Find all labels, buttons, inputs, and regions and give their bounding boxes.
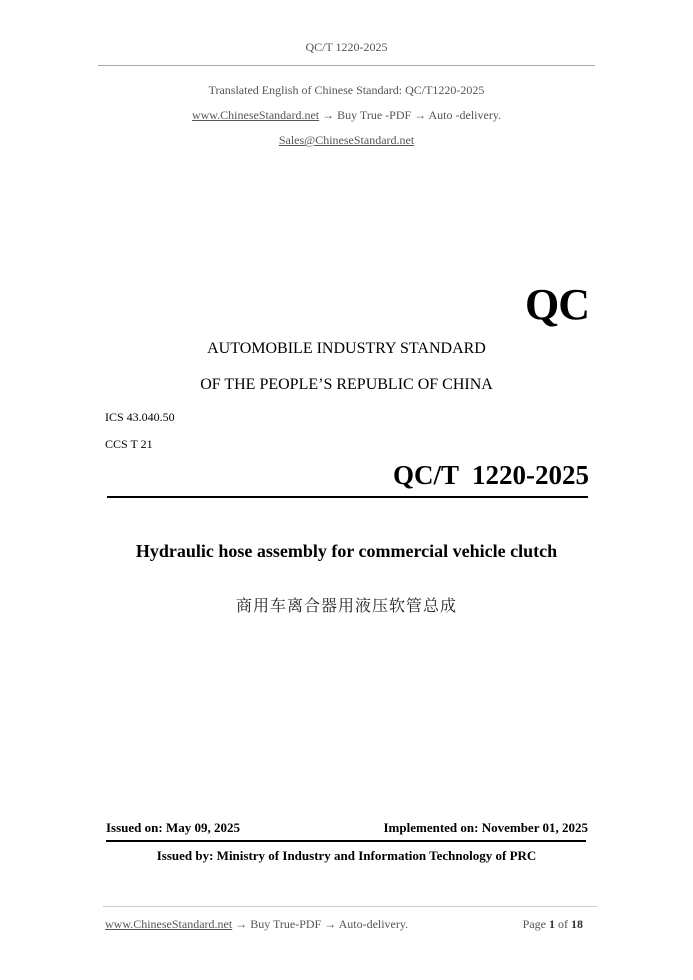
promo-line-translated: Translated English of Chinese Standard: QC/T1220-2025 [208,83,485,97]
standard-number-divider [107,496,588,498]
footer-promo-text: → Buy True-PDF → Auto-delivery. [232,917,409,931]
promo-buy-text: → Buy True -PDF → Auto -delivery. [319,108,502,122]
qc-logo: QC [525,280,589,329]
ccs-code: CCS T 21 [105,437,153,451]
title-english: Hydraulic hose assembly for commercial vehicle clutch [135,541,558,561]
footer-divider [103,906,597,907]
issued-on-date: Issued on: May 09, 2025 [106,820,240,835]
promo-line-buy [0,108,693,123]
footer-chinese-standard-link[interactable]: www.ChineseStandard.net [105,917,233,931]
title-chinese: 商用车离合器用液压软管总成 [235,596,457,615]
dates-divider [106,840,586,842]
page-current: 1 [549,917,555,931]
page-total: 18 [571,917,583,931]
chinese-standard-link[interactable]: www.ChineseStandard.net [191,108,320,122]
header-divider [98,65,595,66]
ics-code: ICS 43.040.50 [105,410,175,424]
footer-promo [105,917,408,932]
standard-number [393,460,589,491]
issued-by: Issued by: Ministry of Industry and Information Technology of PRC [156,848,537,863]
promo-line-email [0,133,693,148]
standard-heading-line1: AUTOMOBILE INDUSTRY STANDARD [207,340,486,357]
standard-heading-line2: OF THE PEOPLE’S REPUBLIC OF CHINA [200,376,493,393]
page-indicator [523,917,583,932]
sales-email-link[interactable]: Sales@ChineseStandard.net [278,133,415,147]
running-header: QC/T 1220-2025 [305,40,388,54]
standard-number-text: QC/T 1220-2025 [392,460,589,490]
implemented-on-date: Implemented on: November 01, 2025 [383,820,588,835]
page-of: of [558,917,568,931]
page-label: Page [522,917,546,931]
